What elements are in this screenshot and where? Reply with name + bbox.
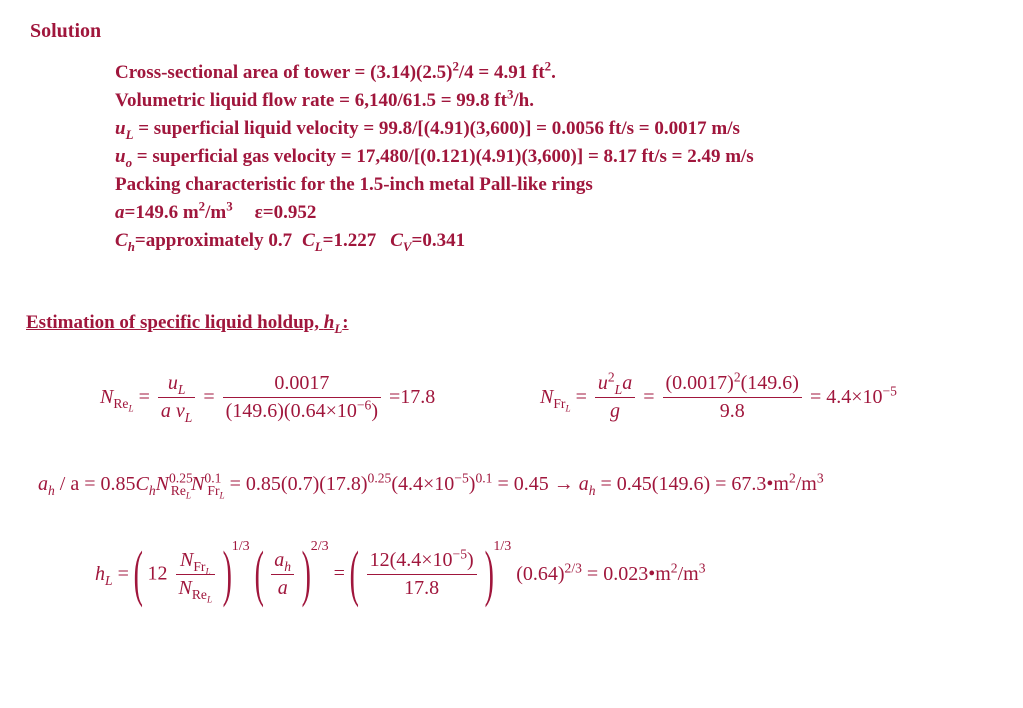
reynolds-equation: $N_{Re_L}$ = $\frac{u_L}{a \nu_L}$ = $\frac{0.0017}{(149.6)(0.64\times 10^{-6})}$ =17.8 [100, 372, 436, 425]
gas-velocity-line: $u_o$ = superficial gas velocity = 17,480/[(0.121)(4.91)(3,600)] = 8.17 ft/s = 2.49 m/s [115, 146, 754, 170]
holdup-equation: $h_L$ = ( 12 $\frac{N_{Fr_L}}{N_{Re_L}}$ )1/3 ( $\frac{a_h}{a}$ )2/3 = ( $\frac{12(4.4\times 10^{-5})}{17.8}$ )1/3 $(0.64)^{2/3}$ = $0.023•m^2/m^3$ [95, 539, 706, 608]
right-paren: ) [301, 540, 312, 608]
right-paren: ) [484, 540, 494, 608]
cross-section-line: Cross-sectional area of tower = $(3.14)(2.5)^2/4 = 4.91$ $ft^2$. [115, 58, 556, 83]
wetted-area-equation: $a_h / a = 0.85C_hN^{0.25}_{Re_L}N^{0.1}_{Fr_L} = 0.85(0.7)(17.8)^{0.25}(4.4\times 10^{-5})^{0.1} = 0.45 \to a_h = 0.45(149.6)$ = $67.3•m^2/m^3$ [38, 470, 824, 501]
volumetric-flow-line: Volumetric liquid flow rate = 6,140/61.5 = 99.8 $ft^3/h$. [115, 86, 535, 111]
packing-characteristic-line: Packing characteristic for the 1.5-inch metal Pall-like rings [115, 174, 593, 195]
froude-equation: $N_{Fr_L}$ = $\frac{u^2_La}{g}$ = $\frac{(0.0017)^2(149.6)}{9.8}$ = $4.4\times 10^{-5}$ [540, 369, 897, 422]
left-paren: ( [254, 540, 264, 608]
packing-constants-line: $C_h=approximately$ 0.7 $C_L=1.227$ $C_V=0.341$ [115, 230, 466, 254]
packing-area-line: a=149.6 $m^2/m^3$ ε=0.952 [115, 198, 317, 223]
left-paren: ( [349, 540, 359, 608]
liquid-velocity-line: $u_L$ = superficial liquid velocity = 99.8/[(4.91)(3,600)] = 0.0056 ft/s = 0.0017 m/s [115, 118, 740, 142]
solution-heading: Solution [30, 20, 102, 42]
left-paren: ( [133, 540, 143, 608]
holdup-heading: Estimation of specific liquid holdup, $h_L$: [26, 312, 349, 336]
right-paren: ) [222, 540, 233, 608]
